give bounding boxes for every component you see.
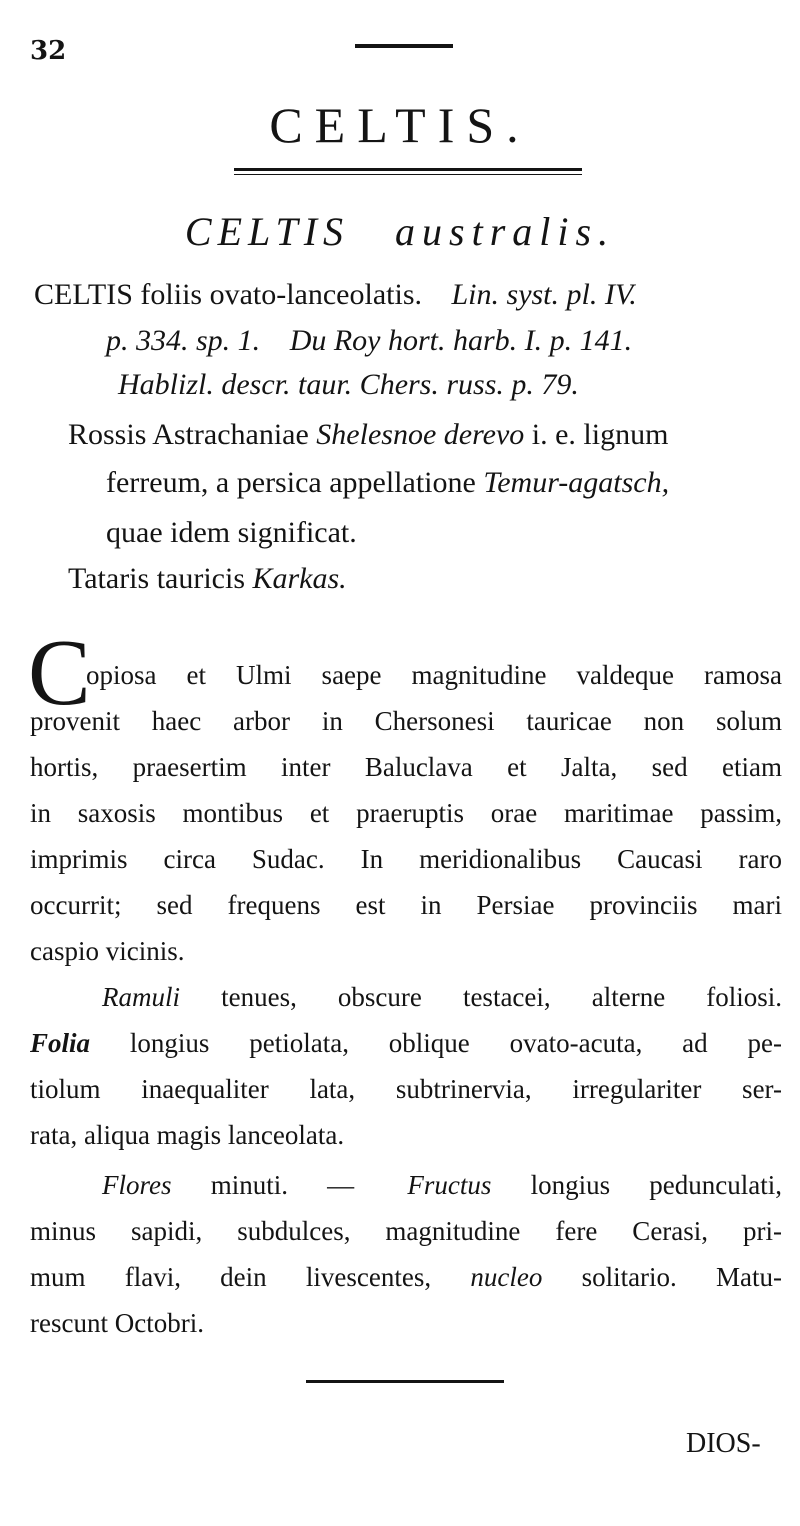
description-text: longius petiolata, oblique ovato-acuta, ad pe- (129, 1028, 783, 1058)
description-text: mum flavi, dein livescentes, (30, 1262, 432, 1292)
description-line: minus sapidi, subdulces, magnitudine fere Cerasi, pri- (30, 1216, 782, 1246)
vernacular-text: ferreum, a persica appellatione (106, 466, 476, 499)
habitat-line: occurrit; sed frequens est in Persiae provinciis mari (30, 890, 782, 920)
vernacular-name-tatar: Karkas. (252, 562, 347, 595)
title-rule-thin (234, 174, 582, 175)
synonym-citation-duroy: Du Roy hort. harb. I. p. 141. (289, 324, 633, 357)
vernacular-text: quae idem significat. (106, 516, 357, 549)
synonym-citation-page: p. 334. sp. 1. (106, 324, 261, 357)
page-number: 32 (30, 36, 67, 66)
genus-title: CELTIS. (269, 97, 531, 153)
vernacular-line-1 (68, 418, 668, 452)
habitat-line: opiosa et Ulmi saepe magnitudine valdeque ramosa (86, 660, 782, 690)
vernacular-text: Tataris tauricis (68, 562, 245, 595)
vernacular-name-persian: Temur-agatsch, (483, 466, 670, 499)
habitat-line: caspio vicinis. (30, 936, 185, 966)
vernacular-line-4 (68, 562, 347, 596)
habitat-line: provenit haec arbor in Chersonesi tauricae non solum (30, 706, 782, 736)
description-line (30, 1028, 782, 1059)
term-fructus: Fructus (407, 1170, 492, 1200)
synonym-citation-linnaeus: Lin. syst. pl. IV. (451, 278, 637, 311)
vernacular-line-2 (106, 466, 669, 500)
synonymy-line-1 (34, 278, 637, 312)
term-folia: Folia (30, 1028, 91, 1058)
synonymy-line-2 (106, 324, 632, 358)
footer-rule (306, 1380, 504, 1383)
header-rule (355, 44, 453, 48)
synonym-diagnosis: CELTIS foliis ovato-lanceolatis. (34, 278, 422, 311)
description-text: minuti. — (210, 1170, 355, 1200)
catchword: DIOS- (686, 1428, 761, 1459)
species-epithet: australis. (395, 209, 616, 254)
species-genus: CELTIS (184, 209, 350, 254)
title-rule-thick (234, 168, 582, 171)
vernacular-text: i. e. lignum (531, 418, 669, 451)
description-text: solitario. Matu- (581, 1262, 783, 1292)
term-ramuli: Ramuli (102, 982, 180, 1012)
habitat-line: hortis, praesertim inter Baluclava et Jalta, sed etiam (30, 752, 782, 782)
synonymy-line-3 (118, 368, 579, 402)
description-line: rescunt Octobri. (30, 1308, 204, 1338)
synonym-citation-hablizl: Hablizl. descr. taur. Chers. russ. p. 79. (118, 368, 579, 401)
term-flores: Flores (102, 1170, 172, 1200)
description-text: tenues, obscure testacei, alterne foliosi. (221, 982, 783, 1012)
description-line (30, 1262, 782, 1293)
vernacular-text: Rossis Astrachaniae (68, 418, 309, 451)
vernacular-line-3 (106, 516, 357, 550)
description-line (102, 982, 782, 1013)
habitat-line: imprimis circa Sudac. In meridionalibus Caucasi raro (30, 844, 782, 874)
description-line: rata, aliqua magis lanceolata. (30, 1120, 345, 1150)
vernacular-name-russian: Shelesnoe derevo (316, 418, 525, 451)
term-nucleo: nucleo (470, 1262, 543, 1292)
description-line (102, 1170, 782, 1201)
drop-cap: C (28, 621, 91, 725)
habitat-line: in saxosis montibus et praeruptis orae maritimae passim, (30, 798, 782, 828)
description-line: tiolum inaequaliter lata, subtrinervia, irregulariter ser- (30, 1074, 782, 1104)
description-text: longius pedunculati, (530, 1170, 782, 1200)
species-heading (0, 208, 800, 255)
